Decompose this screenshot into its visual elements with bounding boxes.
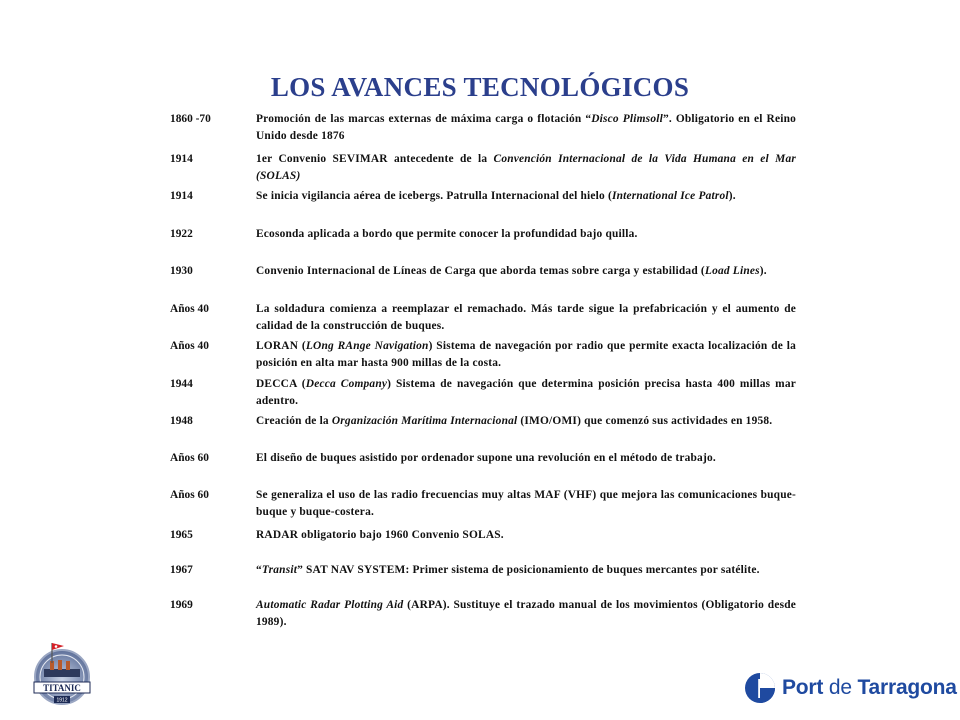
timeline-row [170, 338, 796, 376]
de-word: de [828, 676, 852, 699]
row-year: 1948 [170, 415, 193, 427]
timeline-row [170, 226, 796, 263]
description-segment: Convención Internacional de la Vida Humana en el Mar (SOLAS) [256, 153, 796, 182]
row-description [256, 111, 796, 151]
description-segment: ). [728, 190, 736, 202]
description-segment: ). [759, 265, 767, 277]
description-segment: Creación de la [256, 415, 332, 427]
timeline-table [170, 111, 796, 633]
row-year: Años 40 [170, 340, 209, 352]
row-year: 1922 [170, 228, 193, 240]
row-description [256, 188, 796, 226]
description-segment: Convenio Internacional de Líneas de Carga que aborda temas sobre carga y estabilidad ( [256, 265, 705, 277]
description-segment: La soldadura comienza a reemplazar el remachado. Más tarde sigue la prefabricación y el aumento de calidad de la construcción de buques. [256, 303, 796, 332]
description-segment: Se inicia vigilancia aérea de icebergs. Patrulla Internacional del hielo ( [256, 190, 612, 202]
row-description [256, 263, 796, 301]
row-year: 1860 -70 [170, 113, 211, 125]
description-segment: 1er Convenio SEVIMAR antecedente de la [256, 153, 494, 165]
description-segment: Organización Marítima Internacional [331, 415, 518, 427]
row-year: 1965 [170, 529, 193, 541]
port-de-tarragona-logo [744, 672, 957, 704]
description-segment: ” SAT NAV SYSTEM: Primer sistema de posicionamiento de buques mercantes por satélite. [297, 564, 760, 576]
row-description [256, 527, 796, 562]
timeline-row [170, 597, 796, 633]
row-year: Años 60 [170, 489, 209, 501]
description-segment: “ [256, 564, 262, 576]
timeline-row [170, 301, 796, 338]
timeline-row [170, 111, 796, 151]
titanic-logo-year: 1912 [56, 697, 68, 704]
timeline-row [170, 487, 796, 527]
port-tarragona-mark-icon [744, 672, 776, 704]
row-description [256, 562, 796, 597]
description-segment: El diseño de buques asistido por ordenador supone una revolución en el método de trabajo. [256, 452, 716, 464]
row-year: 1930 [170, 265, 193, 277]
description-segment: Se generaliza el uso de las radio frecuencias muy altas MAF (VHF) que mejora las comunicaciones buque-buque y buque-costera. [256, 489, 796, 518]
timeline-row [170, 562, 796, 597]
description-segment: (IMO/OMI) que comenzó sus actividades en 1958. [517, 415, 773, 427]
description-segment: DECCA ( [256, 378, 306, 390]
description-segment: Load Lines [704, 265, 760, 277]
description-segment: Decca Company [305, 378, 388, 390]
row-description [256, 487, 796, 527]
row-year: 1914 [170, 190, 193, 202]
row-description [256, 450, 796, 487]
description-segment: ”. Obligatorio en el Reino Unido desde 1876 [256, 113, 797, 142]
row-year: 1969 [170, 599, 193, 611]
row-description [256, 413, 796, 450]
titanic-logo [22, 635, 102, 707]
row-description [256, 376, 796, 413]
timeline-row [170, 413, 796, 450]
description-segment: LOng RAnge Navigation [305, 340, 429, 352]
row-year: Años 40 [170, 303, 209, 315]
timeline-row [170, 527, 796, 562]
description-segment: Promoción de las marcas externas de máxima carga o flotación “ [256, 113, 592, 125]
description-segment: (ARPA). Sustituye el trazado manual de los movimientos (Obligatorio desde 1989). [256, 599, 797, 628]
row-year: 1914 [170, 153, 193, 165]
titanic-logo-text: TITANIC [43, 683, 81, 693]
description-segment: ) Sistema de navegación por radio que permite exacta localización de la posición en alta mar hasta 900 millas de la costa. [256, 340, 796, 369]
description-segment: Disco Plimsoll [591, 113, 663, 125]
description-segment: LORAN ( [256, 340, 306, 352]
timeline-row [170, 376, 796, 413]
titanic-emblem-icon [22, 635, 102, 707]
timeline-row [170, 188, 796, 226]
row-description [256, 226, 796, 263]
description-segment: International Ice Patrol [611, 190, 729, 202]
row-description [256, 597, 796, 633]
timeline-row [170, 263, 796, 301]
description-segment: Transit [261, 564, 298, 576]
port-logo-text [782, 676, 957, 700]
description-segment: ) Sistema de navegación que determina posición precisa hasta 400 millas mar adentro. [256, 378, 796, 407]
row-year: 1967 [170, 564, 193, 576]
row-description [256, 338, 796, 376]
description-segment: Ecosonda aplicada a bordo que permite conocer la profundidad bajo quilla. [256, 228, 638, 240]
description-segment: Automatic Radar Plotting Aid [256, 599, 404, 611]
timeline-row [170, 450, 796, 487]
timeline-row [170, 151, 796, 188]
port-word: Port [782, 676, 824, 699]
row-description [256, 301, 796, 338]
row-year: Años 60 [170, 452, 209, 464]
page-title: LOS AVANCES TECNOLÓGICOS [270, 72, 690, 102]
description-segment: RADAR obligatorio bajo 1960 Convenio SOLAS. [256, 529, 504, 541]
tarragona-word: Tarragona [857, 676, 957, 699]
row-description [256, 151, 796, 188]
row-year: 1944 [170, 378, 193, 390]
